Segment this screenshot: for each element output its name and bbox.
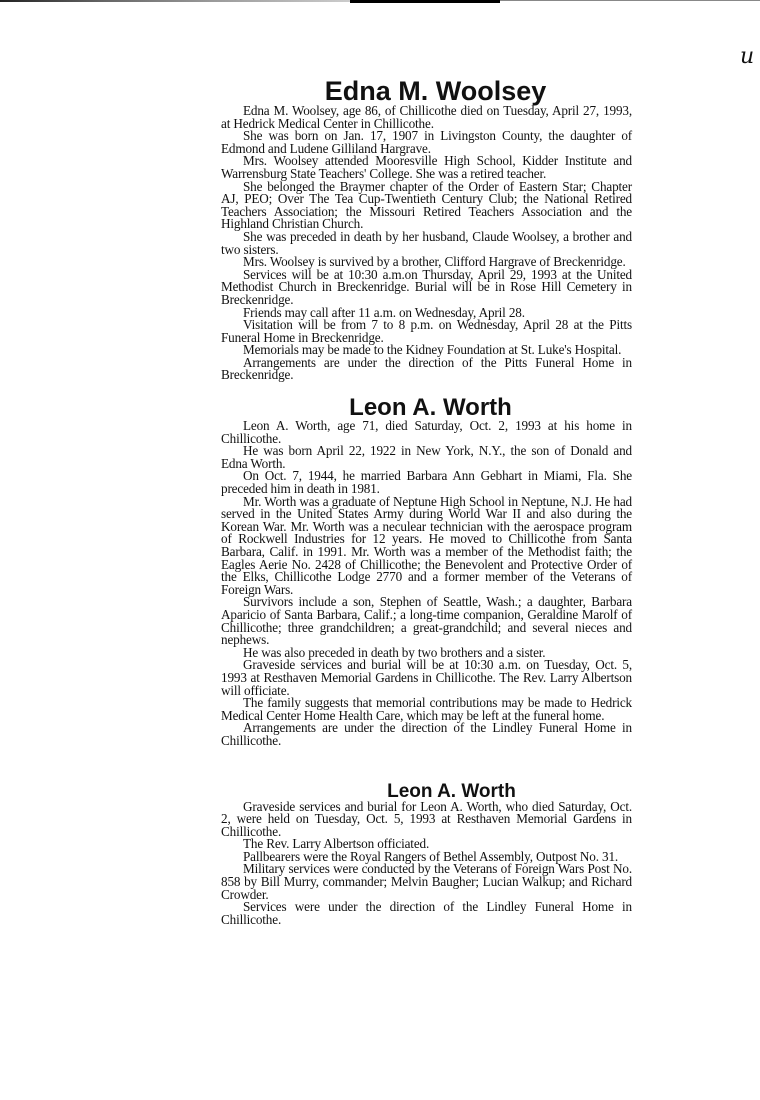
obituary-paragraph: On Oct. 7, 1944, he married Barbara Ann Gebhart in Miami, Fla. She preceded him in death in 1981. xyxy=(221,468,632,497)
obituary-edna-woolsey xyxy=(221,78,632,382)
obituary-paragraph: Mr. Worth was a graduate of Neptune High School in Neptune, N.J. He had served in the United States Army during World War II and also during the Korean War. Mr. Worth was a neculear technician with the aerospace program of Rockwell Industries for 12 years. He moved to Chillicothe from Santa Barbara, Calif. in 1991. Mr. Worth was a member of the Methodist faith; the Eagles Aerie No. 2428 of Chillicothe; the Benevolent and Protective Order of the Elks, Chillicothe Lodge 2770 and a former member of the Veterans of Foreign Wars. xyxy=(221,493,632,597)
handwritten-mark: u xyxy=(740,44,755,69)
obituary-paragraph: Services will be at 10:30 a.m.on Thursday, April 29, 1993 at the United Methodist Church in Breckenridge. Burial will be in Rose Hill Cemetery in Breckenridge. xyxy=(221,266,632,307)
obituary-paragraph: She was preceded in death by her husband, Claude Woolsey, a brother and two sisters. xyxy=(221,228,632,257)
obituary-title: Leon A. Worth xyxy=(387,780,516,802)
obituary-paragraph: Graveside services and burial for Leon A. Worth, who died Saturday, Oct. 2, were held on Tuesday, Oct. 5, 1993 at Resthaven Memorial Gardens in Chillicothe. xyxy=(221,798,632,839)
obituary-paragraph: He was also preceded in death by two brothers and a sister. xyxy=(243,644,546,660)
obituary-paragraph: Survivors include a son, Stephen of Seattle, Wash.; a daughter, Barbara Aparicio of Santa Barbara, Calif.; a long-time companion, Geraldine Marolf of Chillicothe; three grandchildren; a great-grandchild; and several nieces and nephews. xyxy=(221,594,632,648)
obituary-paragraph: He was born April 22, 1922 in New York, N.Y., the son of Donald and Edna Worth. xyxy=(221,443,632,471)
obituary-paragraph: Pallbearers were the Royal Rangers of Bethel Assembly, Outpost No. 31. xyxy=(243,848,619,864)
obituary-leon-worth-graveside xyxy=(221,782,632,927)
obituary-paragraph: She belonged the Braymer chapter of the Order of Eastern Star; Chapter AJ, PEO; Over The Tea Cup-Twentieth Century Club; the National Retired Teachers Association; the Missouri Retired Teachers Association and the Highland Christian Church. xyxy=(221,178,632,232)
obituary-paragraph: Leon A. Worth, age 71, died Saturday, Oct. 2, 1993 at his home in Chillicothe. xyxy=(221,418,632,446)
scan-top-edge xyxy=(0,0,350,2)
obituary-paragraph: The family suggests that memorial contributions may be made to Hedrick Medical Center Home Health Care, which may be left at the funeral home. xyxy=(221,695,632,723)
scan-top-edge-light xyxy=(500,0,760,1)
obituary-paragraph: Arrangements are under the direction of the Pitts Funeral Home in Breckenridge. xyxy=(221,354,632,383)
obituary-column xyxy=(221,77,632,926)
obituary-paragraph: Memorials may be made to the Kidney Foundation at St. Luke's Hospital. xyxy=(243,342,622,358)
scan-top-edge-dark xyxy=(350,0,500,3)
obituary-paragraph: The Rev. Larry Albertson officiated. xyxy=(243,836,430,852)
obituary-paragraph: Mrs. Woolsey is survived by a brother, Clifford Hargrave of Breckenridge. xyxy=(243,254,626,270)
obituary-title: Edna M. Woolsey xyxy=(324,76,547,106)
obituary-paragraph: Graveside services and burial will be at 10:30 a.m. on Tuesday, Oct. 5, 1993 at Resthaven Memorial Gardens in Chillicothe. The Rev. Larry Albertson will officiate. xyxy=(221,657,632,698)
obituary-paragraph: Mrs. Woolsey attended Mooresville High School, Kidder Institute and Warrensburg State Teachers' College. She was a retired teacher. xyxy=(221,153,632,181)
obituary-paragraph: Friends may call after 11 a.m. on Wednesday, April 28. xyxy=(243,304,525,320)
obituary-title: Leon A. Worth xyxy=(349,394,512,422)
obituary-paragraph: Arrangements are under the direction of the Lindley Funeral Home in Chillicothe. xyxy=(221,720,632,748)
obituary-paragraph: She was born on Jan. 17, 1907 in Livingston County, the daughter of Edmond and Ludene Gilliland Hargrave. xyxy=(221,128,632,156)
obituary-leon-worth xyxy=(221,396,632,747)
obituary-paragraph: Visitation will be from 7 to 8 p.m. on Wednesday, April 28 at the Pitts Funeral Home in Breckenridge. xyxy=(221,317,632,345)
obituary-paragraph: Services were under the direction of the Lindley Funeral Home in Chillicothe. xyxy=(221,899,632,927)
obituary-paragraph: Edna M. Woolsey, age 86, of Chillicothe died on Tuesday, April 27, 1993, at Hedrick Medical Center in Chillicothe. xyxy=(221,103,632,131)
obituary-paragraph: Military services were conducted by the Veterans of Foreign Wars Post No. 858 by Bill Murry, commander; Melvin Baugher; Lucian Walkup; and Richard Crowder. xyxy=(221,861,632,902)
